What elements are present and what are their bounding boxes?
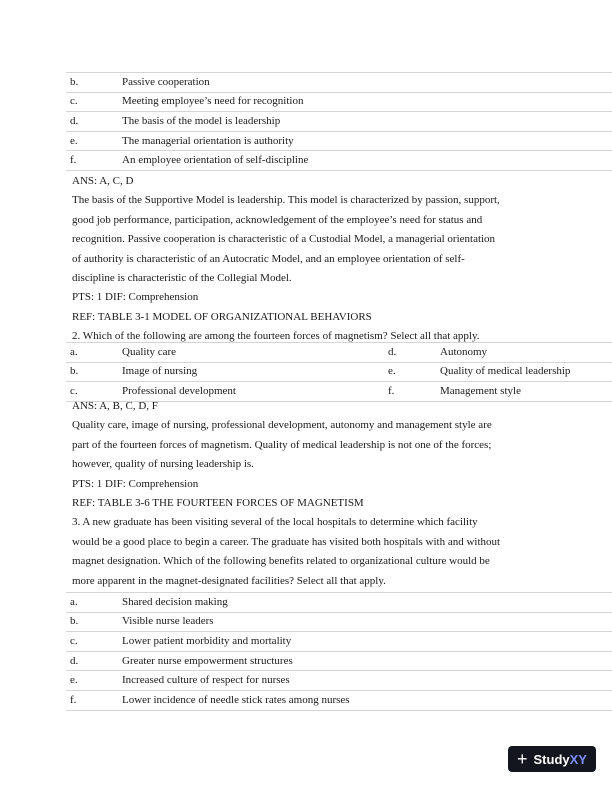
option-row [66,112,612,132]
option-text: Shared decision making [118,593,612,613]
option-letter: f. [66,690,118,710]
option-letter: a. [66,343,118,363]
option-row [66,690,612,710]
rationale-line: The basis of the Supportive Model is leadership. This model is characterized by passion, support, [72,194,500,207]
option-text: Passive cooperation [118,73,612,93]
badge-suffix: XY [569,751,587,767]
option-row [66,92,612,112]
option-row [66,632,612,652]
option-letter: f. [66,151,118,171]
question-stem-line: would be a good place to begin a career. The graduate has visited both hospitals with and without [72,535,501,548]
option-text: Lower incidence of needle stick rates among nurses [118,690,612,710]
option-letter: c. [66,92,118,112]
option-text: Greater nurse empowerment structures [118,651,612,671]
question-stem-line: more apparent in the magnet-designated facilities? Select all that apply. [72,574,386,587]
question-stem-line: 3. A new graduate has been visiting several of the local hospitals to determine which facility [72,516,478,529]
points-difficulty: PTS: 1 DIF: Comprehension [72,477,199,490]
option-letter: a. [66,593,118,613]
option-letter: b. [66,362,118,382]
option-row [66,362,612,382]
option-letter: c. [66,632,118,652]
reference: REF: TABLE 3-1 MODEL OF ORGANIZATIONAL BEHAVIORS [72,310,372,323]
option-text: Professional development [118,382,384,402]
option-text: Meeting employee’s need for recognition [118,92,612,112]
rationale-line: recognition. Passive cooperation is characteristic of a Custodial Model, a managerial orientation [72,233,496,246]
option-letter: f. [384,382,436,402]
option-row [66,612,612,632]
option-text: Visible nurse leaders [118,612,612,632]
badge-prefix: Study [533,751,570,767]
option-letter: b. [66,73,118,93]
option-row [66,343,612,363]
rationale-line: part of the fourteen forces of magnetism. Quality of medical leadership is not one of the forces; [72,438,492,451]
option-letter: d. [66,112,118,132]
rationale-line: however, quality of nursing leadership is. [72,458,254,471]
rationale-line: discipline is characteristic of the Collegial Model. [72,272,292,285]
option-row [66,131,612,151]
option-text: The basis of the model is leadership [118,112,612,132]
studyxy-badge[interactable] [508,746,596,772]
plus-icon: + [517,749,528,769]
q3-options-table [66,592,612,711]
rationale-line: good job performance, participation, acknowledgement of the employee’s need for status and [72,213,483,226]
option-text: Lower patient morbidity and mortality [118,632,612,652]
rationale-line: Quality care, image of nursing, professional development, autonomy and management style are [72,419,492,432]
option-letter: e. [384,362,436,382]
q1-options-table [66,72,612,171]
badge-label [534,752,587,767]
option-letter: d. [66,651,118,671]
option-row [66,73,612,93]
answer-key: ANS: A, B, C, D, F [72,400,158,412]
option-letter: c. [66,382,118,402]
option-letter: e. [66,671,118,691]
option-row [66,671,612,691]
answer-key: ANS: A, C, D [72,175,134,187]
option-text: An employee orientation of self-discipline [118,151,612,171]
option-row [66,651,612,671]
option-text: The managerial orientation is authority [118,131,612,151]
option-text: Autonomy [436,343,612,363]
option-text: Image of nursing [118,362,384,382]
option-letter: b. [66,612,118,632]
option-row [66,151,612,171]
option-text: Management style [436,382,612,402]
q1-answer-block [72,172,572,347]
option-row [66,593,612,613]
reference: REF: TABLE 3-6 THE FOURTEEN FORCES OF MAGNETISM [72,497,364,510]
rationale-line: of authority is characteristic of an Autocratic Model, and an employee orientation of self- [72,252,465,265]
q2-options-table [66,342,612,402]
question-stem-line: magnet designation. Which of the following benefits related to organizational culture would be [72,555,490,568]
q2-answer-block [72,397,572,591]
option-text: Increased culture of respect for nurses [118,671,612,691]
question-stem: 2. Which of the following are among the fourteen forces of magnetism? Select all that apply. [72,330,480,343]
option-text: Quality care [118,343,384,363]
option-letter: e. [66,131,118,151]
option-letter: d. [384,343,436,363]
points-difficulty: PTS: 1 DIF: Comprehension [72,291,199,304]
option-text: Quality of medical leadership [436,362,612,382]
